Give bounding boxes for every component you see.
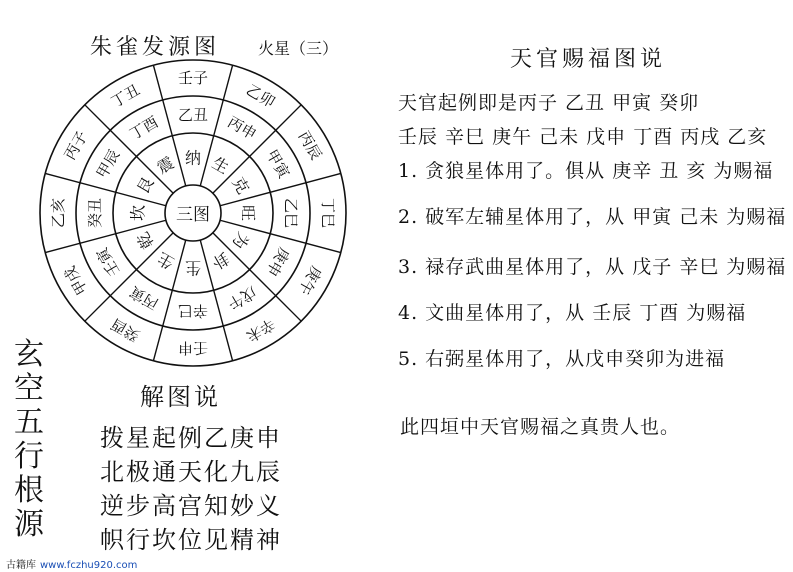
inner-ring-label: 生 [184, 258, 202, 278]
side-title-char: 行 [14, 439, 44, 474]
footer-label: 古籍库 [6, 560, 36, 571]
outer-ring-label: 壬子 [177, 69, 209, 87]
side-title-char: 源 [14, 507, 44, 542]
inner-ring-label: 为 [228, 228, 253, 253]
middle-ring-label: 癸丑 [86, 197, 104, 229]
closing-line: 此四垣中天官赐福之真贵人也。 [400, 416, 681, 438]
verse-line-1: 拨星起例乙庚申 [100, 424, 282, 452]
inner-ring-label: 克 [228, 173, 253, 198]
middle-ring-label: 乙丑 [177, 106, 209, 124]
text-line-1: 天官起例即是丙子 乙丑 甲寅 癸卯 [398, 92, 700, 114]
inner-ring-label: 震 [153, 153, 178, 178]
side-title-char: 五 [14, 405, 44, 440]
inner-ring-label: 乾 [133, 228, 158, 253]
side-title-char: 空 [14, 371, 44, 406]
middle-ring-label: 庚申 [262, 244, 294, 280]
page-title: 天官赐福图说 [510, 47, 667, 72]
wheel-center-label: 三图 [176, 205, 210, 225]
inner-ring-label: 旺 [238, 204, 258, 222]
wheel-spoke [213, 233, 301, 321]
footer-site: www.fczhu920.com [40, 560, 138, 571]
side-title-char: 玄 [14, 337, 44, 372]
middle-ring-label: 辛巳 [177, 302, 209, 320]
middle-ring-label: 丁酉 [126, 112, 162, 144]
outer-ring-label: 庚午 [294, 263, 326, 298]
text-line-2: 壬辰 辛巳 庚午 己未 戊申 丁酉 丙戌 乙亥 [398, 126, 768, 148]
inner-ring-label: 生 [208, 153, 233, 178]
outer-ring-label: 丁巳 [319, 197, 337, 229]
inner-ring-label: 纳 [184, 148, 202, 168]
middle-ring-label: 乙巳 [282, 197, 300, 229]
outer-ring-label: 丙子 [60, 128, 92, 163]
wheel-spoke [213, 105, 301, 193]
text-line-3: 1. 贪狼星体用了。俱从 庚辛 丑 亥 为赐福 [398, 160, 774, 182]
wheel-spoke [85, 233, 173, 321]
diagram-title: 朱雀发源图 [90, 35, 221, 60]
side-title-vertical [14, 338, 44, 542]
inner-ring-label: 生 [153, 248, 178, 273]
text-line-5: 3. 禄存武曲星体用了，从 戊子 辛巳 为赐福 [398, 256, 787, 278]
text-line-4: 2. 破军左辅星体用了，从 甲寅 己未 为赐福 [398, 206, 787, 228]
outer-ring-label: 丁丑 [108, 80, 143, 112]
footer-watermark [6, 556, 137, 571]
inner-ring-label: 坎 [128, 204, 148, 222]
outer-ring-label: 乙亥 [49, 197, 67, 229]
outer-ring-label: 癸酉 [108, 314, 143, 346]
middle-ring-label: 甲寅 [262, 146, 294, 182]
inner-ring-label: 艮 [133, 173, 158, 198]
middle-ring-label: 戊午 [224, 282, 260, 314]
middle-ring-label: 甲辰 [92, 146, 124, 182]
verse-line-4: 帜行坎位见精神 [100, 526, 282, 554]
inner-ring-label: 卦 [208, 248, 233, 273]
verse-line-3: 逆步高宫知妙义 [100, 492, 282, 520]
verse-line-2: 北极通天化九辰 [100, 458, 282, 486]
outer-ring-label: 辛未 [243, 314, 278, 346]
text-line-7: 5. 右弼星体用了，从戊申癸卯为进福 [398, 348, 726, 370]
text-line-6: 4. 文曲星体用了，从 壬辰 丁酉 为赐福 [398, 302, 747, 324]
outer-ring-label: 壬申 [177, 339, 209, 357]
diagram-subtitle: 火星（三） [258, 39, 339, 58]
middle-ring-label: 丙寅 [126, 282, 162, 314]
outer-ring-label: 丙辰 [294, 128, 326, 163]
wheel-spoke [85, 105, 173, 193]
middle-ring-label: 壬寅 [92, 244, 124, 280]
outer-ring-label: 甲戌 [60, 263, 92, 298]
verse-title: 解图说 [140, 383, 221, 411]
middle-ring-label: 丙申 [224, 112, 260, 144]
outer-ring-label: 乙卯 [243, 80, 278, 112]
side-title-char: 根 [14, 473, 44, 508]
